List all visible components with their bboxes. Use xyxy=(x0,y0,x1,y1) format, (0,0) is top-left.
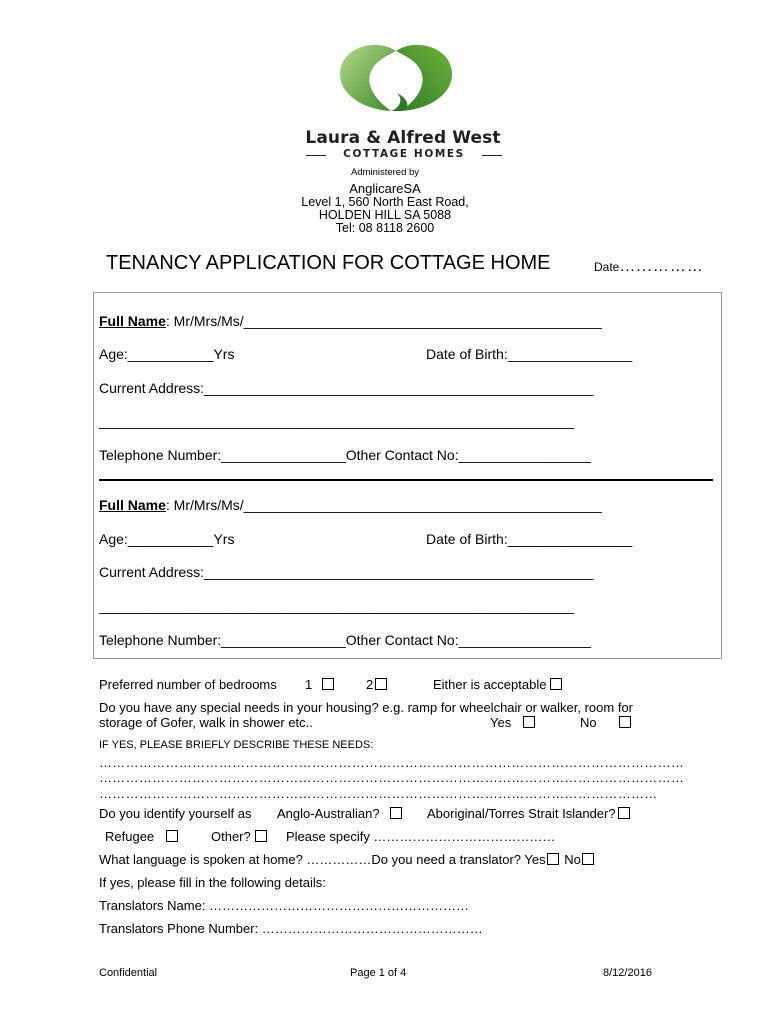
bedroom-option-1[interactable]: 1 xyxy=(305,677,334,692)
needs-yes[interactable]: Yes xyxy=(490,715,535,730)
bedroom-option-either[interactable]: Either is acceptable xyxy=(433,677,562,692)
checkbox-aboriginal[interactable] xyxy=(618,807,630,819)
translator-phone-field[interactable]: Translators Phone Number: …………………………………………… xyxy=(99,921,483,936)
needs-question-line1: Do you have any special needs in your housing? e.g. ramp for wheelchair or walker, room for xyxy=(99,700,634,715)
needs-line-3[interactable]: ……………………………………………………………………………………………………………… xyxy=(99,786,658,801)
needs-no[interactable]: No xyxy=(580,715,631,730)
checkbox-translator-yes[interactable] xyxy=(547,853,559,865)
checkbox-translator-no[interactable] xyxy=(582,853,594,865)
needs-line-2[interactable]: …………………………………………………………………………………………………………………… xyxy=(99,770,685,785)
phone-field-2[interactable]: Telephone Number:________________Other Contact No:_________________ xyxy=(99,632,591,648)
bedrooms-label: Preferred number of bedrooms xyxy=(99,677,277,692)
administered-by: Administered by xyxy=(350,167,420,178)
address-line2: HOLDEN HILL SA 5088 xyxy=(318,208,452,222)
checkbox-2-bedroom[interactable] xyxy=(375,678,387,690)
phone-field-1[interactable]: Telephone Number:________________Other Contact No:_________________ xyxy=(99,447,591,463)
identity-question: Do you identify yourself as xyxy=(99,806,252,821)
checkbox-refugee[interactable] xyxy=(166,830,178,842)
checkbox-needs-no[interactable] xyxy=(619,716,631,728)
org-name: AnglicareSA xyxy=(349,181,421,196)
age-field-1[interactable]: Age:___________Yrs xyxy=(99,346,235,362)
dob-field-2[interactable]: Date of Birth:________________ xyxy=(426,531,633,547)
address-field-1b[interactable]: _____________________________________________________________ xyxy=(99,413,574,429)
page-title: TENANCY APPLICATION FOR COTTAGE HOME xyxy=(106,252,551,274)
address-field-2[interactable]: Current Address:__________________________________________________ xyxy=(99,564,594,580)
identity-specify[interactable]: Please specify …………………………………… xyxy=(286,829,556,844)
divider xyxy=(99,479,713,481)
address-field-1[interactable]: Current Address:__________________________________________________ xyxy=(99,380,594,396)
dob-field-1[interactable]: Date of Birth:________________ xyxy=(426,346,633,362)
bedroom-option-2[interactable]: 2 xyxy=(366,677,387,692)
translator-intro: If yes, please fill in the following details: xyxy=(99,875,326,890)
language-question[interactable]: What language is spoken at home? ……………Do you need a translator? Yes No xyxy=(99,852,594,867)
date-field[interactable]: Date…...……… xyxy=(594,258,704,275)
identity-other[interactable]: Other? xyxy=(211,829,267,844)
needs-line-1[interactable]: …………………………………………………………………………………………………………………… xyxy=(99,755,685,770)
telephone: Tel: 08 8118 2600 xyxy=(335,221,435,235)
checkbox-other[interactable] xyxy=(255,830,267,842)
brand-name: Laura & Alfred West xyxy=(305,128,501,148)
translator-name-field[interactable]: Translators Name: …………………………………………………… xyxy=(99,898,470,913)
full-name-field-1[interactable]: Full Name: Mr/Mrs/Ms/______________________________________________ xyxy=(99,313,602,329)
checkbox-1-bedroom[interactable] xyxy=(322,678,334,690)
footer-page-number: Page 1 of 4 xyxy=(350,967,407,979)
full-name-field-2[interactable]: Full Name: Mr/Mrs/Ms/______________________________________________ xyxy=(99,497,602,513)
age-field-2[interactable]: Age:___________Yrs xyxy=(99,531,235,547)
logo-icon xyxy=(331,37,461,137)
identity-refugee[interactable]: Refugee xyxy=(105,829,178,844)
address-line1: Level 1, 560 North East Road, xyxy=(301,195,469,209)
footer-date: 8/12/2016 xyxy=(603,967,652,979)
address-field-2b[interactable]: _____________________________________________________________ xyxy=(99,598,574,614)
footer-confidential: Confidential xyxy=(99,967,158,979)
identity-aboriginal[interactable]: Aboriginal/Torres Strait Islander? xyxy=(427,806,630,821)
identity-anglo[interactable]: Anglo-Australian? xyxy=(277,806,402,821)
needs-question-line2: storage of Gofer, walk in shower etc.. xyxy=(99,715,313,730)
checkbox-anglo[interactable] xyxy=(390,807,402,819)
describe-needs-label: IF YES, PLEASE BRIEFLY DESCRIBE THESE NEEDS: xyxy=(99,739,374,751)
checkbox-needs-yes[interactable] xyxy=(523,716,535,728)
brand-subtitle: COTTAGE HOMES xyxy=(306,148,502,162)
checkbox-either[interactable] xyxy=(550,678,562,690)
